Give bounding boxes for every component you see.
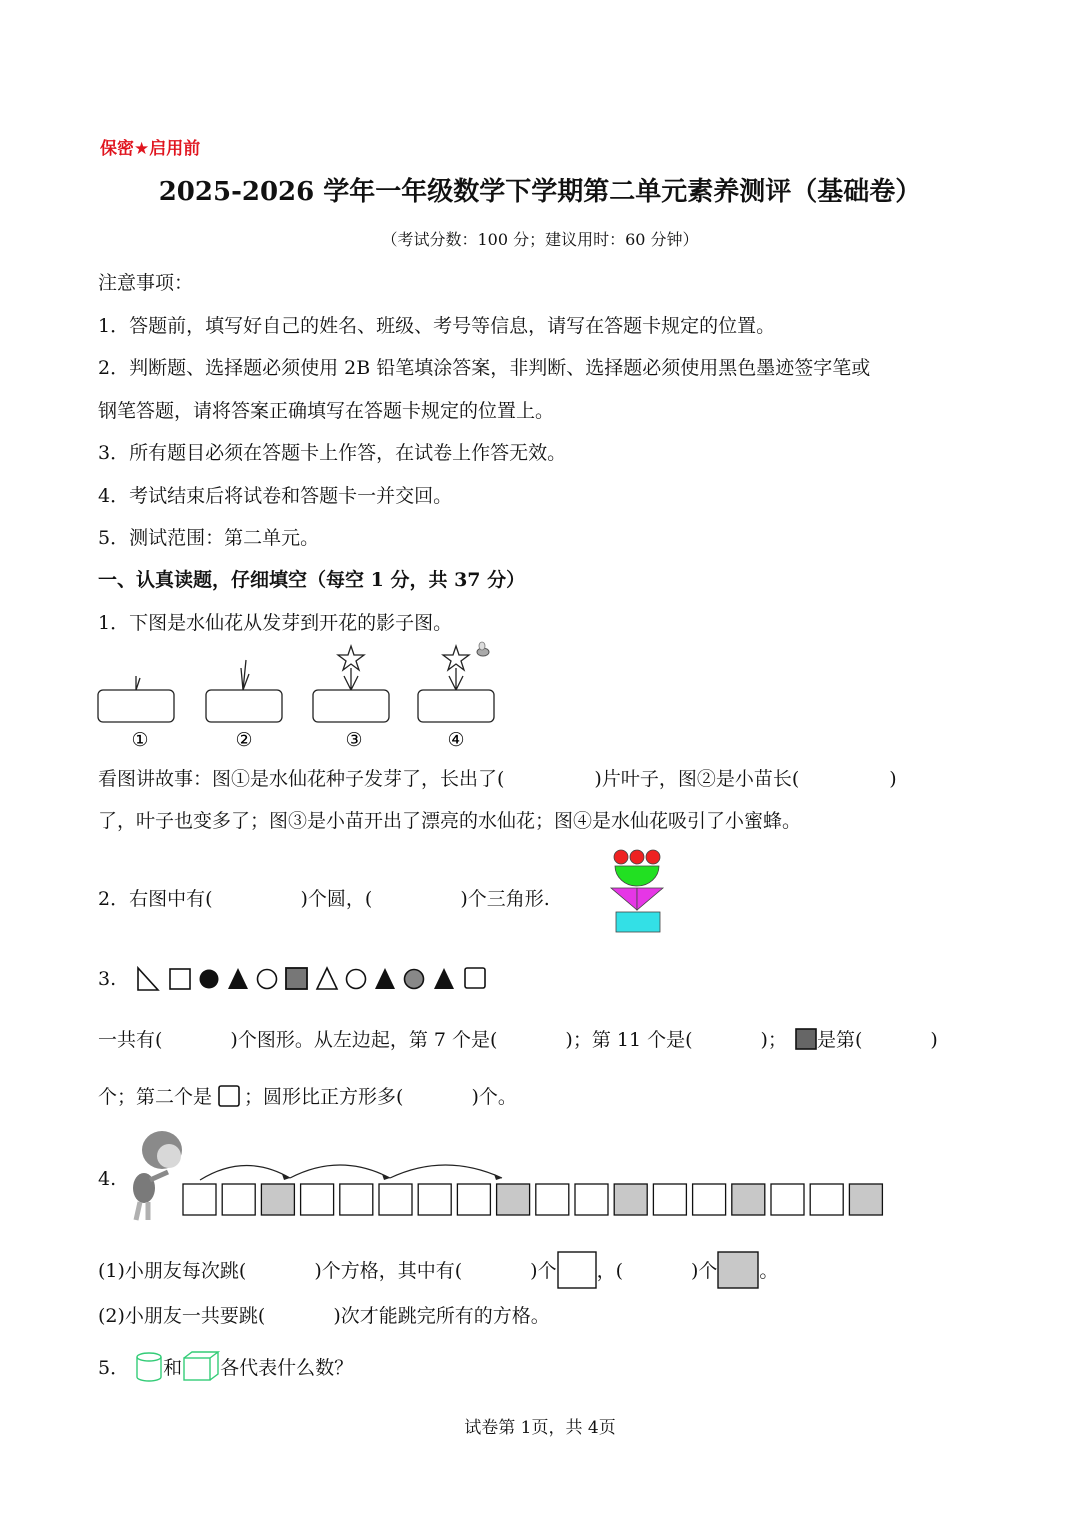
jump-arc — [200, 1165, 290, 1180]
gray-grid-cell — [732, 1184, 765, 1215]
pot — [313, 690, 389, 722]
black-triangle-shape — [228, 968, 248, 989]
gray-circle-shape — [405, 970, 424, 989]
red-circle — [646, 850, 660, 864]
magenta-triangle — [637, 888, 663, 910]
square-icon — [218, 1085, 240, 1107]
red-circle — [614, 850, 628, 864]
q3-line2: 个；第二个是 ；圆形比正方形多( )个。 — [98, 1086, 517, 1108]
gray-square-icon — [795, 1028, 817, 1050]
exam-title: 2025-2026 学年一年级数学下学期第二单元素养测评（基础卷） — [158, 177, 922, 207]
child-arm — [150, 1172, 168, 1180]
jump-arc — [290, 1165, 390, 1178]
white-grid-cell — [379, 1184, 412, 1215]
q4-number: 4. — [98, 1168, 117, 1190]
child-face — [157, 1144, 181, 1168]
white-grid-cell — [301, 1184, 334, 1215]
pot — [206, 690, 282, 722]
white-grid-cell — [653, 1184, 686, 1215]
black-triangle-shape — [434, 968, 454, 989]
bee-wing — [479, 642, 485, 650]
narcissus-figure — [96, 638, 506, 756]
cyan-rectangle — [616, 912, 660, 932]
square-shape — [170, 969, 190, 989]
white-grid-cell — [457, 1184, 490, 1215]
q1-story-line2: 了，叶子也变多了；图③是小苗开出了漂亮的水仙花；图④是水仙花吸引了小蜜蜂。 — [98, 810, 802, 832]
jump-grid — [180, 1154, 890, 1220]
white-grid-cell — [771, 1184, 804, 1215]
circle-shape — [347, 970, 366, 989]
flower-stem — [449, 668, 463, 690]
red-circle — [630, 850, 644, 864]
q4-part1: (1)小朋友每次跳( )个方格，其中有( )个 ，( )个 。 — [98, 1251, 778, 1289]
section-heading: 一、认真读题，仔细填空（每空 1 分，共 37 分） — [98, 569, 526, 591]
q2-figure — [608, 848, 668, 934]
q1-story-line1: 看图讲故事：图①是水仙花种子发芽了，长出了( )片叶子，图②是小苗长( ) — [98, 768, 897, 790]
sprout — [136, 676, 140, 690]
magenta-triangle — [611, 888, 637, 910]
white-grid-cell — [340, 1184, 373, 1215]
gray-grid-cell — [497, 1184, 530, 1215]
cylinder-icon — [135, 1352, 163, 1382]
flower-stem — [344, 668, 358, 690]
note-item: 1．答题前，填写好自己的姓名、班级、考号等信息，请写在答题卡规定的位置。 — [98, 315, 776, 337]
note-item: 2．判断题、选择题必须使用 2B 铅笔填涂答案，非判断、选择题必须使用黑色墨迹签字笔或 — [98, 357, 871, 379]
jump-arc — [390, 1165, 502, 1178]
exam-subtitle: （考试分数：100 分；建议用时：60 分钟） — [381, 230, 699, 249]
figure-label: ② — [235, 729, 253, 751]
note-item: 4．考试结束后将试卷和答题卡一并交回。 — [98, 485, 453, 507]
gray-grid-cell — [849, 1184, 882, 1215]
q5-text: 5． 和 各代表什么数？ — [98, 1350, 353, 1382]
child-leg — [136, 1202, 148, 1220]
white-grid-cell — [575, 1184, 608, 1215]
note-item: 3．所有题目必须在答题卡上作答，在试卷上作答无效。 — [98, 442, 567, 464]
pot — [98, 690, 174, 722]
white-grid-cell — [183, 1184, 216, 1215]
sprout — [241, 660, 249, 690]
gray-square-icon — [717, 1251, 759, 1289]
white-square-icon — [557, 1251, 597, 1289]
q4-part2: (2)小朋友一共要跳( )次才能跳完所有的方格。 — [98, 1305, 550, 1327]
gray-square-shape — [286, 968, 307, 989]
white-grid-cell — [810, 1184, 843, 1215]
white-grid-cell — [222, 1184, 255, 1215]
circle-shape — [258, 970, 277, 989]
q1-stem: 1．下图是水仙花从发芽到开花的影子图。 — [98, 612, 453, 634]
black-triangle-shape — [375, 968, 395, 989]
square-shape — [465, 968, 485, 988]
figure-label: ③ — [345, 729, 363, 751]
q3-line1: 一共有( )个图形。从左边起，第 7 个是( )；第 11 个是( )； 是第( ) — [98, 1029, 938, 1051]
notes-heading: 注意事项： — [98, 272, 194, 294]
right-triangle-shape — [138, 968, 158, 990]
note-item: 钢笔答题，请将答案正确填写在答题卡规定的位置上。 — [98, 400, 555, 422]
pot — [418, 690, 494, 722]
black-circle-shape — [200, 970, 219, 989]
flower-star — [338, 646, 364, 670]
q3-number: 3. — [98, 968, 117, 990]
gray-grid-cell — [261, 1184, 294, 1215]
cube-icon — [182, 1350, 220, 1382]
q2-text: 2．右图中有( )个圆，( )个三角形. — [98, 888, 550, 910]
white-grid-cell — [536, 1184, 569, 1215]
gray-grid-cell — [614, 1184, 647, 1215]
page-footer: 试卷第 1页，共 4页 — [464, 1418, 616, 1438]
figure-label: ④ — [447, 729, 465, 751]
confidential-label: 保密★启用前 — [100, 139, 201, 159]
note-item: 5．测试范围：第二单元。 — [98, 527, 320, 549]
shape-sequence — [134, 962, 490, 996]
white-grid-cell — [418, 1184, 451, 1215]
figure-label: ① — [131, 729, 149, 751]
white-grid-cell — [693, 1184, 726, 1215]
triangle-shape — [317, 968, 337, 989]
flower-star — [443, 646, 469, 670]
green-semicircle — [615, 866, 659, 886]
